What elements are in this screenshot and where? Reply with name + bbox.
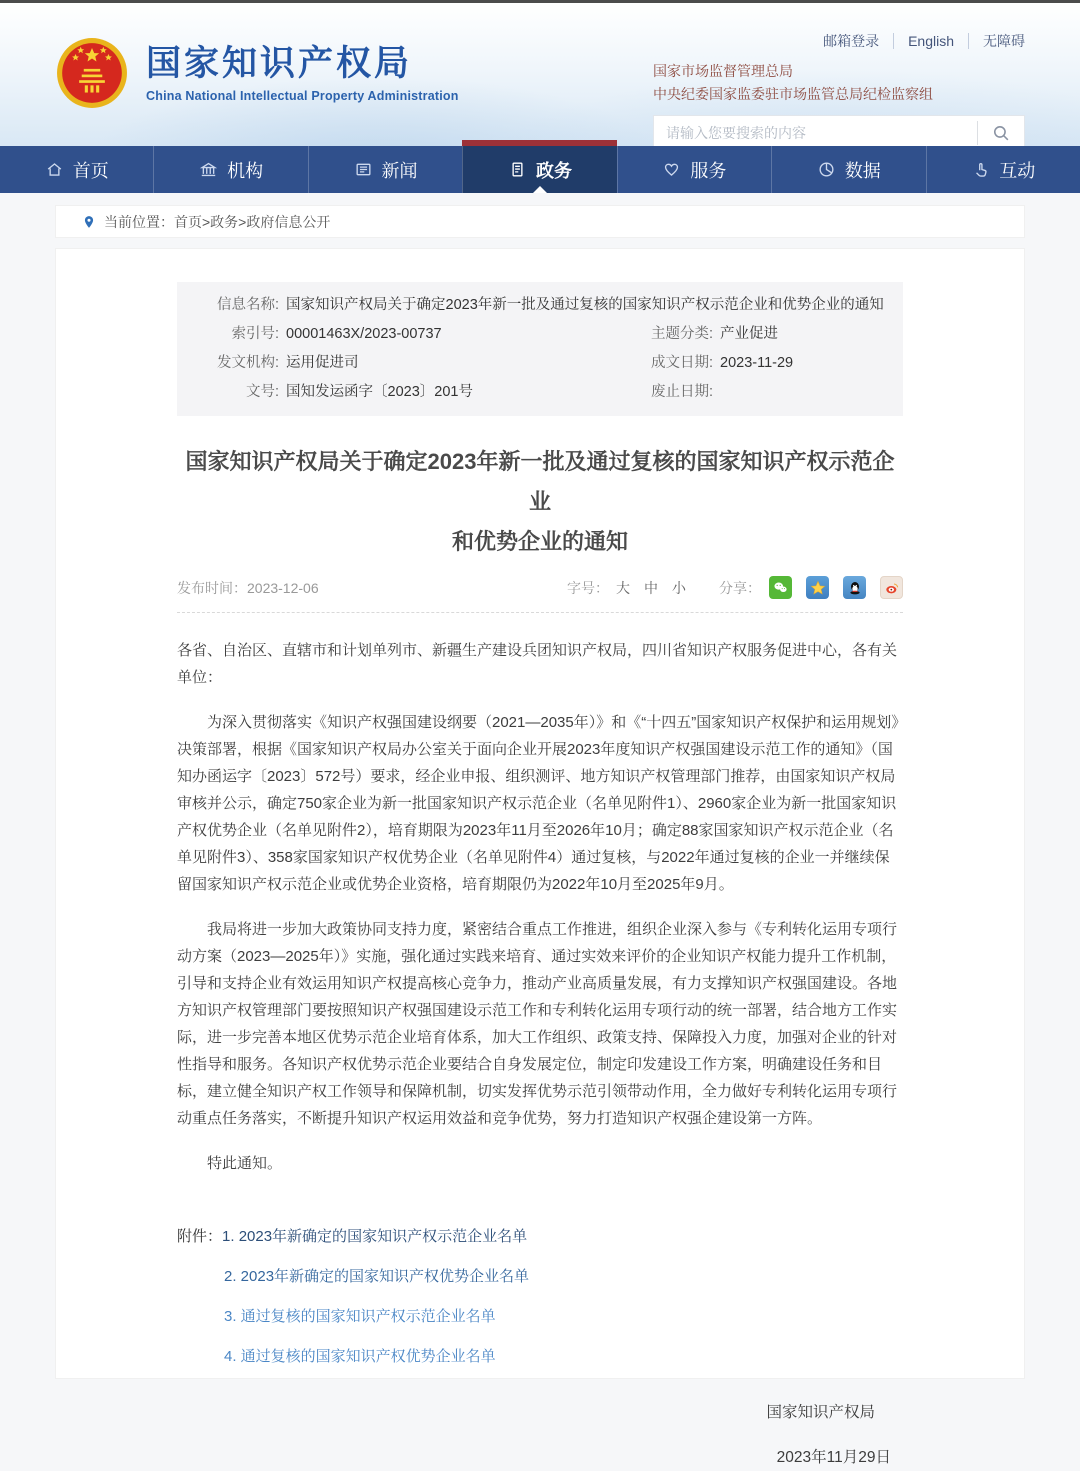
nav-item-news[interactable]: [308, 146, 462, 193]
page-title: [177, 442, 903, 562]
publish-time-value: 2023-12-06: [247, 579, 319, 596]
body-paragraph-2: 我局将进一步加大政策协同支持力度，紧密结合重点工作推进，组织企业深入参与《专利转化运用专项行动方案（2023—2025年）》实施，强化通过实践来培育、通过实效来评价的企业知识产权能力提升工作机制，引导和支持企业有效运用知识产权提高核心竞争力，推动产业高质量发展，有力支撑知识产权强国建设。各地方知识产权管理部门要按照知识产权强国建设示范工作和专利转化运用专项行动的统一部署，结合地方工作实际，进一步完善本地区优势示范企业培育体系，加大工作组织、政策支持、保障投入力度，加强对企业的针对性指导和服务。各知识产权优势示范企业要结合自身发展定位，制定印发建设工作方案，明确建设任务和目标，建立健全知识产权工作领导和保障机制，切实发挥优势示范引领带动作用，全力做好专利转化运用专项行动重点任务落实，不断提升知识产权运用效益和竞争优势，努力打造知识产权强企建设第一方阵。: [177, 921, 898, 1127]
document-card: [55, 248, 1025, 1466]
info-topic-label: 主题分类:: [650, 326, 713, 342]
info-issuer-value: 运用促进司: [286, 355, 359, 371]
fontsize-label: 字号：: [567, 579, 609, 596]
attachment-link-2[interactable]: 2. 2023年新确定的国家知识产权优势企业名单: [224, 1268, 530, 1285]
document-icon: [508, 160, 527, 179]
nav-label: 新闻: [381, 160, 418, 181]
attachment-link-1[interactable]: 1. 2023年新确定的国家知识产权示范企业名单: [222, 1228, 528, 1245]
site-logo[interactable]: [56, 37, 459, 109]
attachments-section: [177, 1217, 903, 1377]
info-issuer-label: 发文机构:: [216, 355, 279, 371]
document-info-table: [177, 282, 903, 416]
search-button[interactable]: [977, 121, 1024, 145]
discipline-inspection-link[interactable]: 中央纪委国家监委驻市场监管总局纪检监察组: [653, 86, 933, 102]
nav-label: 互动: [999, 160, 1036, 181]
nav-item-institution[interactable]: [153, 146, 307, 193]
weibo-share-icon[interactable]: [880, 576, 903, 599]
fontsize-small-button[interactable]: 小: [672, 579, 686, 596]
related-org-links: [653, 60, 1025, 106]
nav-item-interaction[interactable]: [926, 146, 1080, 193]
newspaper-icon: [354, 160, 373, 179]
nav-item-data[interactable]: [771, 146, 925, 193]
article-body: [177, 637, 903, 1177]
fontsize-large-button[interactable]: 大: [616, 579, 630, 596]
signature-date: 2023年11月29日: [776, 1449, 891, 1466]
info-name-value: 国家知识产权局关于确定2023年新一批及通过复核的国家知识产权示范企业和优势企业的通知: [286, 297, 884, 313]
breadcrumb: [55, 205, 1025, 238]
info-repeal-value: [713, 378, 720, 407]
body-paragraph-1: 为深入贯彻落实《知识产权强国建设纲要（2021—2035年）》和《“十四五”国家知识产权保护和运用规划》决策部署，根据《国家知识产权局办公室关于面向企业开展2023年度知识产权强国建设示范工作的通知》（国知办函运字〔2023〕572号）要求，经企业申报、组织测评、地方知识产权管理部门推荐，由国家知识产权局审核并公示，确定750家企业为新一批国家知识产权示范企业（名单见附件1）、2960家企业为新一批国家知识产权优势企业（名单见附件2），培育期限为2023年11月至2026年10月；确定88家国家知识产权示范企业（名单见附件3）、358家国家知识产权优势企业（名单见附件4）通过复核，与2022年通过复核的企业一并继续保留国家知识产权示范企业或优势企业资格，培育期限仍为2022年10月至2025年9月。: [177, 714, 899, 893]
page-title-line2: 和优势企业的通知: [451, 529, 628, 554]
nav-label: 政务: [535, 160, 572, 181]
signature-org: 国家知识产权局: [766, 1404, 875, 1421]
info-date-label: 成文日期:: [650, 355, 713, 371]
english-link[interactable]: English: [893, 33, 968, 49]
nav-label: 机构: [227, 160, 264, 181]
share-label: 分享：: [719, 579, 761, 596]
pie-chart-icon: [817, 160, 836, 179]
main-nav: [0, 146, 1080, 193]
site-header: [0, 3, 1080, 146]
info-docnum-label: 文号:: [245, 384, 279, 400]
heart-service-icon: [662, 160, 681, 179]
national-emblem-icon: [56, 37, 128, 109]
bank-icon: [199, 160, 218, 179]
nav-item-services[interactable]: [617, 146, 771, 193]
mail-login-link[interactable]: 邮箱登录: [823, 33, 880, 49]
info-date-value: 2023-11-29: [720, 355, 794, 371]
share-icons: [769, 576, 903, 599]
search-input[interactable]: [654, 116, 977, 150]
info-docnum-value: 国知发运函字〔2023〕201号: [286, 384, 473, 400]
qq-share-icon[interactable]: [843, 576, 866, 599]
publish-time: [177, 578, 319, 598]
accessibility-link[interactable]: 无障碍: [968, 33, 1025, 49]
site-title: 国家知识产权局: [146, 43, 413, 83]
info-index-label: 索引号:: [231, 326, 279, 342]
attachment-link-4[interactable]: 4. 通过复核的国家知识产权优势企业名单: [224, 1348, 496, 1365]
publish-time-label: 发布时间：: [177, 579, 247, 596]
qzone-share-icon[interactable]: [806, 576, 829, 599]
closing-paragraph: 特此通知。: [207, 1155, 283, 1172]
info-topic-value: 产业促进: [720, 326, 778, 342]
nav-item-home[interactable]: [0, 146, 153, 193]
info-index-value: 00001463X/2023-00737: [286, 326, 442, 342]
breadcrumb-path[interactable]: 首页>政务>政府信息公开: [174, 213, 331, 230]
wechat-share-icon[interactable]: [769, 576, 792, 599]
signature-block: [177, 1399, 903, 1471]
info-repeal-label: 废止日期:: [650, 384, 713, 400]
search-icon: [992, 124, 1011, 143]
info-name-label: 信息名称:: [216, 297, 279, 313]
nav-label: 服务: [690, 160, 727, 181]
fontsize-medium-button[interactable]: 中: [644, 579, 658, 596]
attachment-link-3[interactable]: 3. 通过复核的国家知识产权示范企业名单: [224, 1308, 496, 1325]
nav-label: 首页: [72, 160, 109, 181]
page-title-line1: 国家知识产权局关于确定2023年新一批及通过复核的国家知识产权示范企业: [185, 449, 895, 514]
salutation-paragraph: 各省、自治区、直辖市和计划单列市、新疆生产建设兵团知识产权局，四川省知识产权服务促进中心，各有关单位：: [177, 642, 898, 686]
samr-link[interactable]: 国家市场监督管理总局: [653, 63, 793, 79]
hand-pointer-icon: [971, 160, 990, 179]
breadcrumb-label: 当前位置：: [104, 213, 174, 230]
nav-label: 数据: [844, 160, 881, 181]
home-icon: [45, 160, 64, 179]
nav-item-government-affairs[interactable]: [462, 146, 616, 193]
site-subtitle: China National Intellectual Property Administration: [146, 88, 459, 103]
location-pin-icon: [82, 214, 96, 230]
attachments-label: 附件：: [177, 1228, 223, 1245]
header-utility-links: [653, 31, 1025, 51]
article-meta-row: [177, 576, 903, 613]
